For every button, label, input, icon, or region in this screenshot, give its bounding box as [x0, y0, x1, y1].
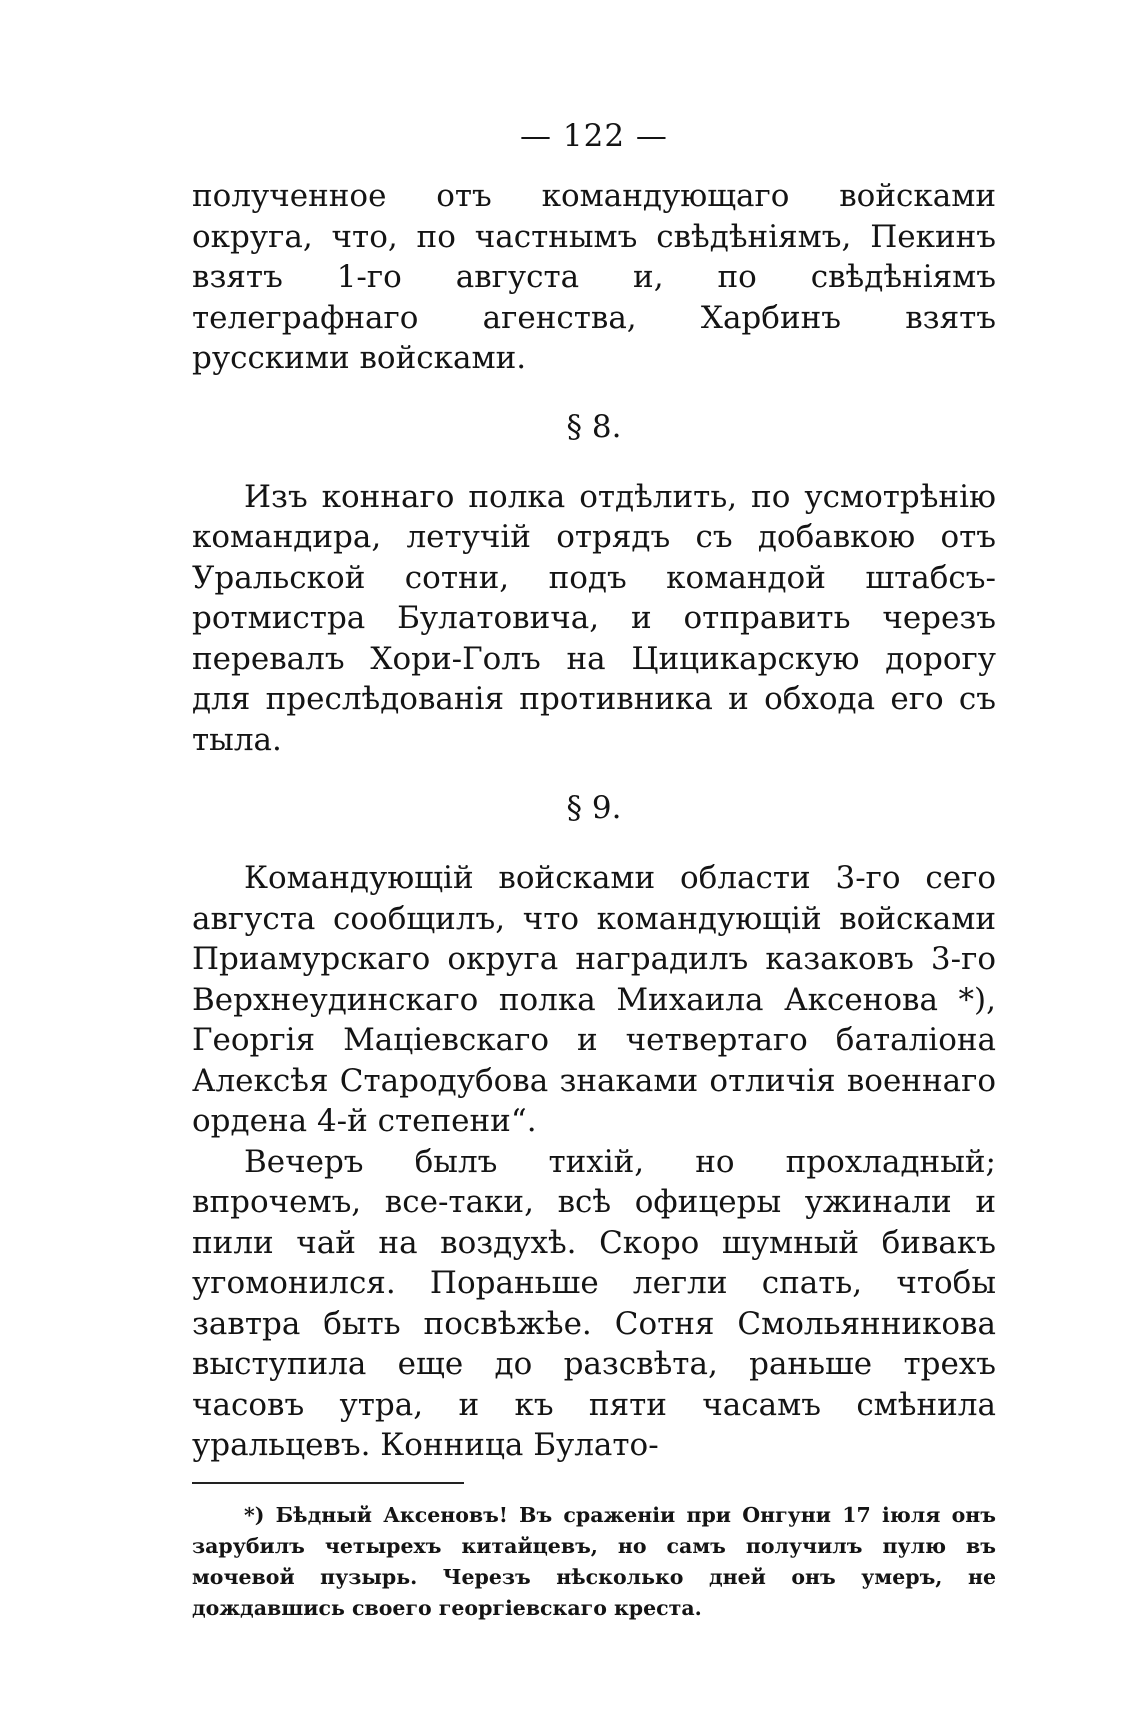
book-page	[192, 118, 996, 1624]
paragraph-evening: Вечеръ былъ тихій, но прохладный; впрочемъ, все-таки, всѣ офицеры ужинали и пили чай на воздухѣ. Скоро шумный бивакъ угомонился. Пораньше легли спать, чтобы завтра быть посвѣжѣе. Сотня Смольянникова выступила еще до разсвѣта, раньше трехъ часовъ утра, и къ пяти часамъ смѣнила уральцевъ. Конница Булато-	[192, 1143, 996, 1463]
paragraph-section-8: Изъ коннаго полка отдѣлить, по усмотрѣнію командира, летучій отрядъ съ добавкою отъ Уральской сотни, подъ командой штабсъ-ротмистра Булатовича, и отправить черезъ перевалъ Хори-Голъ на Цицикарскую дорогу для преслѣдованія противника и обхода его съ тыла.	[192, 478, 996, 758]
section-heading-8: § 8.	[566, 408, 622, 445]
section-heading-9: § 9.	[566, 790, 622, 826]
footnote-divider	[192, 1482, 464, 1484]
paragraph-section-9: Командующій войсками области 3-го сего августа сообщилъ, что командующій войсками Приамурскаго округа наградилъ казаковъ 3-го Верхнеудинскаго полка Михаила Аксенова *), Георгія Маціевскаго и четвертаго баталіона Алексѣя Стародубова знаками отличія военнаго ордена 4-й степени“.	[192, 860, 996, 1139]
footnote: *) Бѣдный Аксеновъ! Въ сраженіи при Онгуни 17 іюля онъ зарубилъ четырехъ китайцевъ, но самъ получилъ пулю въ мочевой пузырь. Черезъ нѣсколько дней онъ умеръ, не дождавшись своего георгіевскаго креста.	[192, 1502, 996, 1620]
paragraph-continuation: полученное отъ командующаго войсками округа, что, по частнымъ свѣдѣніямъ, Пекинъ взятъ 1-го августа и, по свѣдѣніямъ телеграфнаго агенства, Харбинъ взятъ русскими войсками.	[192, 178, 996, 376]
page-number: — 122 —	[520, 118, 668, 154]
